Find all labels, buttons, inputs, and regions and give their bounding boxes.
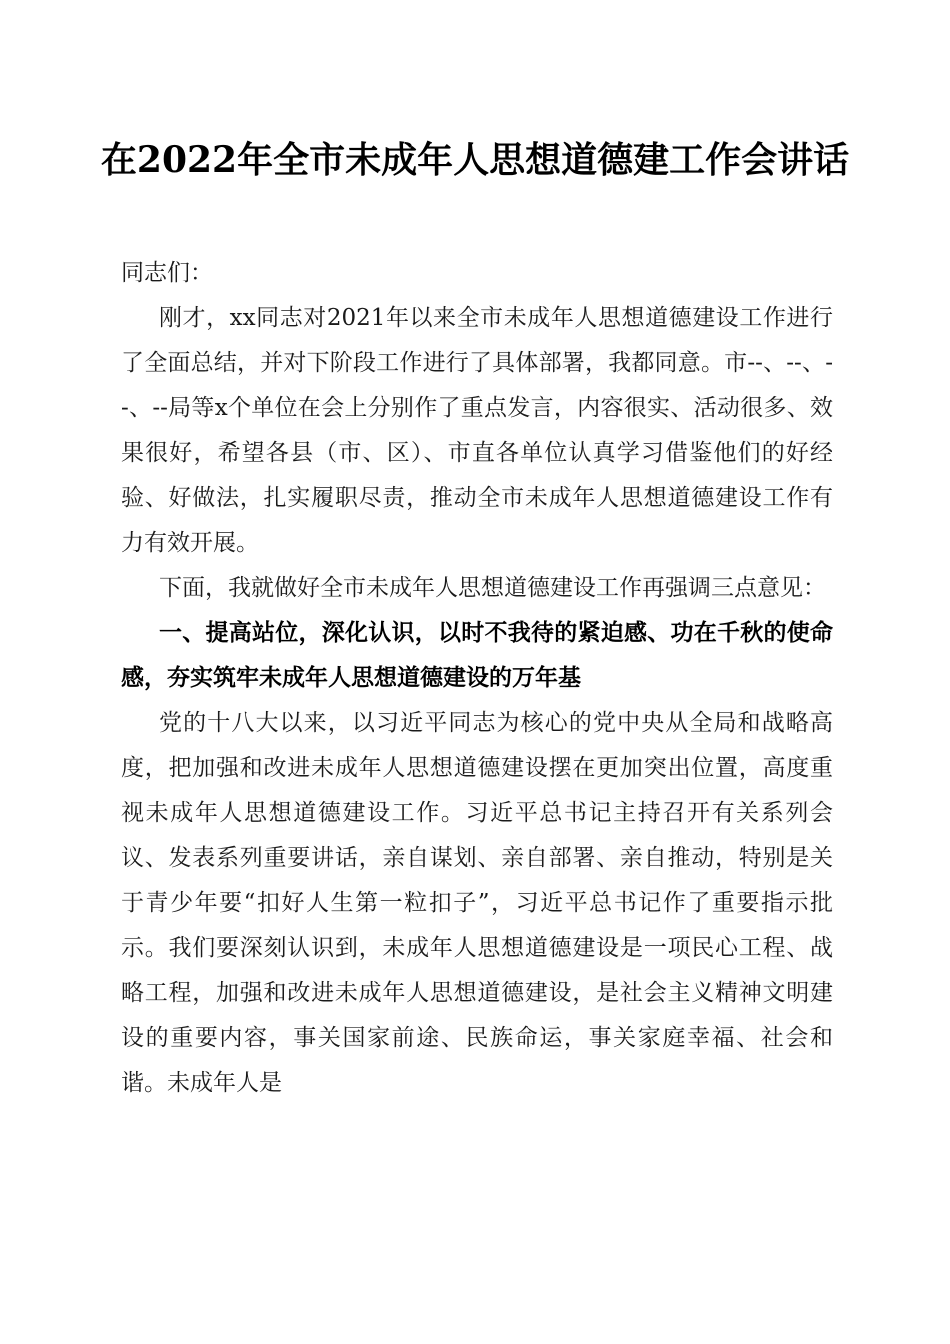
paragraph-section-one: 党的十八大以来，以习近平同志为核心的党中央从全局和战略高度，把加强和改进未成年人思想道德建设摆在更加突出位置，高度重视未成年人思想道德建设工作。习近平总书记主持召开有关系列会议、发表系列重要讲话，亲自谋划、亲自部署、亲自推动，特别是关于青少年要“扣好人生第一粒扣子”，习近平总书记作了重要指示批示。我们要深刻认识到，未成年人思想道德建设是一项民心工程、战略工程，加强和改进未成年人思想道德建设，是社会主义精神文明建设的重要内容，事关国家前途、民族命运，事关家庭幸福、社会和谐。未成年人是 [121,710,833,1096]
paragraph-opening: 刚才，xx同志对2021年以来全市未成年人思想道德建设工作进行了全面总结，并对下阶段工作进行了具体部署，我都同意。市--、--、--、--局等x个单位在会上分别作了重点发言，内容很实、活动很多、效果很好，希望各县（市、区）、市直各单位认真学习借鉴他们的好经验、好做法，扎实履职尽责，推动全市未成年人思想道德建设工作有力有效开展。 [121,305,833,556]
document-body [121,251,833,1106]
paragraph-intro-points: 下面，我就做好全市未成年人思想道德建设工作再强调三点意见： [159,575,826,601]
section-heading-one: 一、提高站位，深化认识，以时不我待的紧迫感、功在千秋的使命感，夯实筑牢未成年人思想道德建设的万年基 [121,620,833,691]
document-title: 在2022年全市未成年人思想道德建工作会讲话 [100,139,850,181]
salutation: 同志们： [121,260,213,286]
